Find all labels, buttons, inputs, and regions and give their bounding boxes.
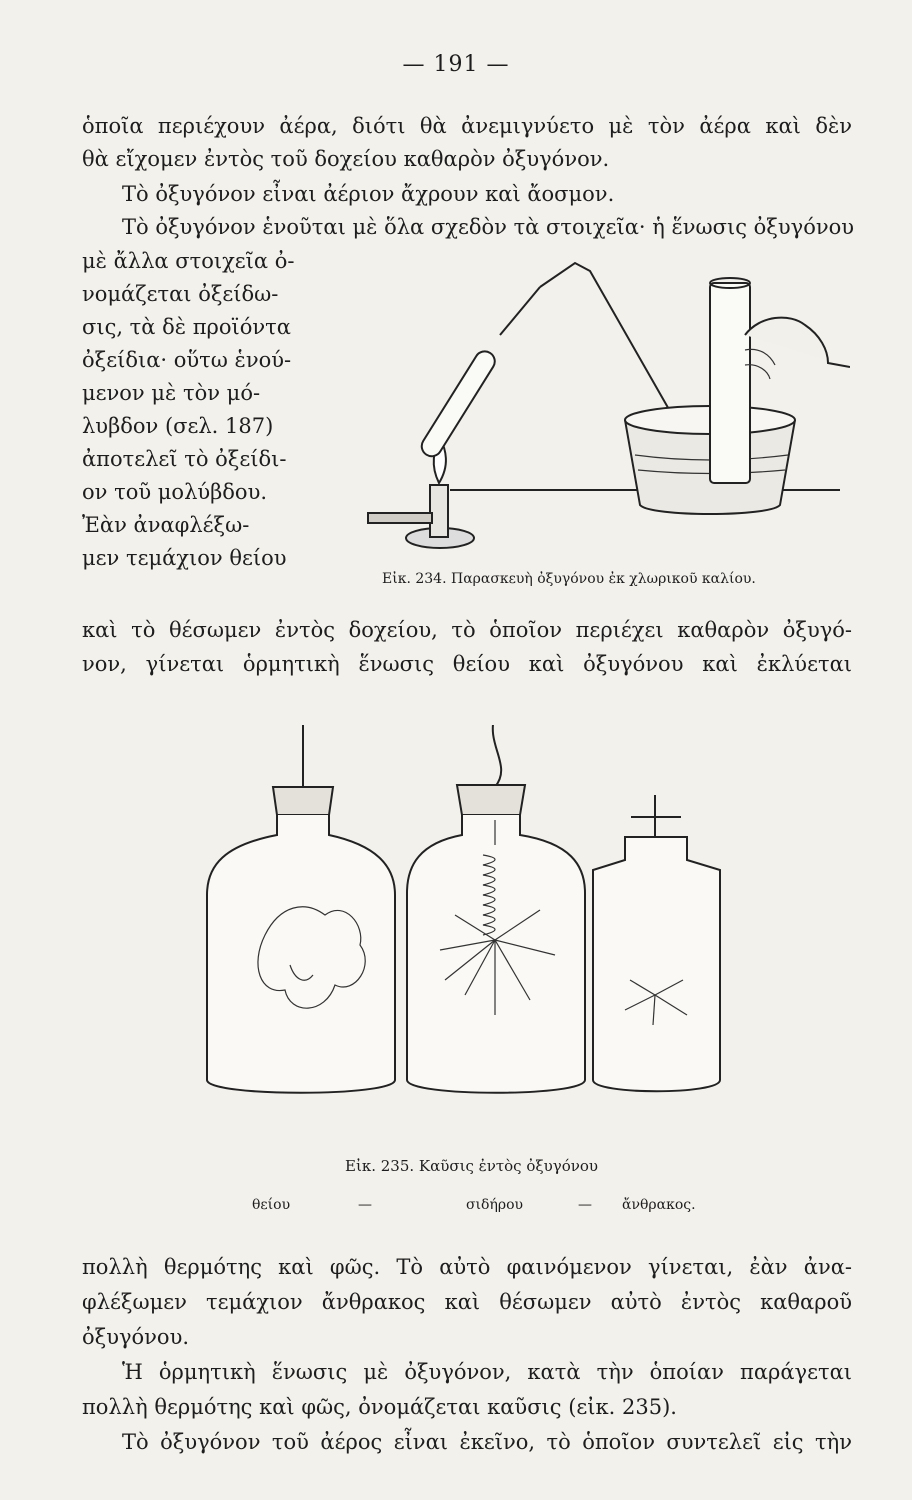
text-line: Ἡ ὁρμητικὴ ἕνωσις μὲ ὀξυγόνον, κατὰ τὴν ὁποίαν παράγεται (122, 1360, 852, 1384)
label-dash: — (578, 1197, 592, 1213)
text-line: νομάζεται ὀξείδω- (82, 282, 279, 306)
text-line: πολλὴ θερμότης καὶ φῶς, ὀνομάζεται καῦσις (εἰκ. 235). (82, 1395, 677, 1419)
page-number: — 191 — (402, 52, 510, 77)
bottle-carbon (593, 795, 720, 1091)
text-line: Τὸ ὀξυγόνον ἑνοῦται μὲ ὅλα σχεδὸν τὰ στοιχεῖα· ἡ ἕνωσις ὀξυγόνου (122, 215, 855, 239)
text-line: μεν τεμάχιον θείου (82, 546, 287, 570)
paragraph-properties: Τὸ ὀξυγόνον εἶναι ἀέριον ἄχρουν καὶ ἄοσμον. (122, 182, 615, 206)
label-carbon: ἄνθρακος. (622, 1197, 696, 1213)
text-line: ὀξυγόνου. (82, 1325, 190, 1349)
text-line: λυβδον (σελ. 187) (82, 414, 274, 438)
text-line: Τὸ ὀξυγόνον τοῦ ἀέρος εἶναι ἐκεῖνο, τὸ ὁποῖον συντελεῖ εἰς τὴν (122, 1430, 852, 1454)
text-line: θὰ εἴχομεν ἐντὸς τοῦ δοχείου καθαρὸν ὀξυγόνον. (82, 147, 610, 171)
text-line: Ἐὰν ἀναφλέξω- (82, 513, 250, 537)
text-line: φλέξωμεν τεμάχιον ἄνθρακος καὶ θέσωμεν αὐτὸ ἐντὸς καθαροῦ (82, 1290, 852, 1314)
text-line: ον τοῦ μολύβδου. (82, 480, 268, 504)
figure-235-combustion-bottles (195, 725, 745, 1115)
label-iron: σιδήρου (466, 1197, 524, 1213)
label-sulfur: θείου (252, 1197, 291, 1213)
bottle-iron (407, 725, 585, 1093)
figure-234-apparatus (350, 255, 850, 565)
figure-234-caption: Εἰκ. 234. Παρασκευὴ ὀξυγόνου ἐκ χλωρικοῦ καλίου. (382, 571, 756, 587)
text-line: ἀποτελεῖ τὸ ὀξείδι- (82, 447, 287, 471)
text-line: ὀξείδια· οὕτω ἑνού- (82, 348, 292, 372)
text-line: νον, γίνεται ὁρμητικὴ ἕνωσις θείου καὶ ὀξυγόνου καὶ ἐκλύεται (82, 652, 852, 676)
text-line: σις, τὰ δὲ προϊόντα (82, 315, 291, 339)
label-dash: — (358, 1197, 372, 1213)
text-line: μενον μὲ τὸν μό- (82, 381, 261, 405)
text-line: καὶ τὸ θέσωμεν ἐντὸς δοχείου, τὸ ὁποῖον περιέχει καθαρὸν ὀξυγό- (82, 618, 852, 642)
text-line: πολλὴ θερμότης καὶ φῶς. Τὸ αὐτὸ φαινόμενον γίνεται, ἐὰν ἀνα- (82, 1255, 852, 1279)
figure-235-caption: Εἰκ. 235. Καῦσις ἐντὸς ὀξυγόνου (345, 1157, 598, 1175)
text-line: ὁποῖα περιέχουν ἀέρα, διότι θὰ ἀνεμιγνύετο μὲ τὸν ἀέρα καὶ δὲν (82, 114, 852, 138)
bottle-sulfur (207, 725, 395, 1093)
text-line: μὲ ἄλλα στοιχεῖα ὀ- (82, 249, 295, 273)
